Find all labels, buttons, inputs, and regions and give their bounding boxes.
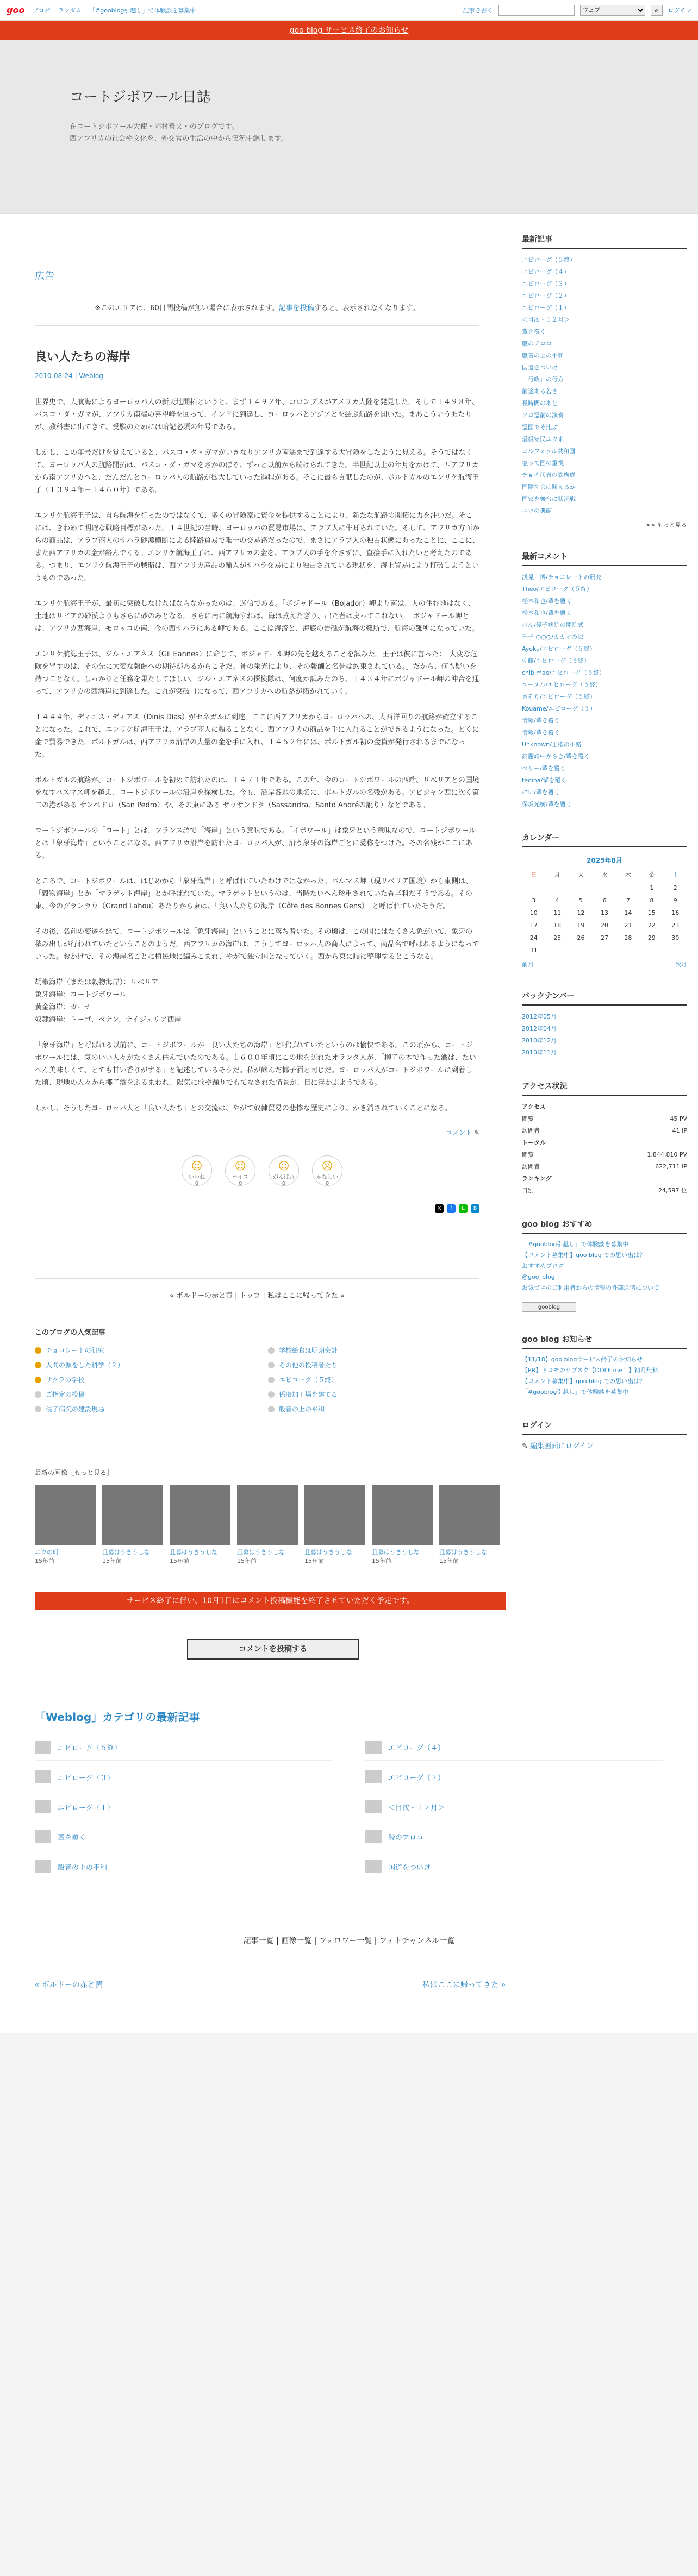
recent-comment-link[interactable]: 保坂光樹/輩を覆く [522,801,572,808]
calendar-day: 17 [529,922,538,929]
popular-item[interactable]: 学校給食は明朗会計 [268,1346,479,1355]
footer-links[interactable]: 記事一覧 | 画像一覧 | フォロワー一覧 | フォトチャンネル一覧 [0,1924,698,1957]
search-button[interactable]: ⌕ [651,5,663,16]
news-list [522,1354,687,1398]
bottom-area [0,1565,698,2033]
blog-header [0,40,698,214]
top-bar [0,0,698,21]
views-value: 45 PV [670,1115,687,1122]
rank-value: 24,597 位 [658,1187,687,1194]
calendar-day: 24 [529,934,538,941]
recent-post-link[interactable]: ニウの典館 [522,507,552,514]
weekday-label: 水 [601,871,608,878]
calendar-day [522,882,545,894]
calendar-day: 26 [577,934,585,941]
news-link[interactable]: 「#gooblog引越し」で体験談を募集中 [522,1388,629,1396]
calendar-day: 29 [647,934,656,941]
content-wrap [0,214,698,1565]
recent-post-link[interactable]: エピローグ（３） [522,280,570,287]
service-end-banner[interactable]: goo blog サービス終了のお知らせ [0,21,698,40]
calendar-day: 10 [529,909,538,916]
calendar-day: 14 [624,909,632,916]
calendar-day: 15 [647,909,656,916]
entry-paragraph: １４４４年、ディニス・ディアス（Dinis Dias）がセネガルに到達。ここに西アフリカからヨーロッパへの、大西洋回りの航路が確立することになった。これで、エンリケ航海王子は、アラブ商人に頼ることなく、西アフリカの商品を手に入れることができるようになった。とくに金で貿易できた。ポルトガルは、西アフリカ沿岸の大量の金を手に入れ、１４５２年には、ポルトガル初の金貨が発行されるまでになった。 [35,713,479,759]
calendar-day: 3 [532,897,536,904]
calendar-day [593,882,616,894]
thumbnail-icon [35,1770,51,1783]
recent-post-link[interactable]: 国家を舞台に状況戦 [522,495,576,502]
image-thumb[interactable]: 且募はうきうしな 15年前 [102,1485,163,1565]
recent-post-link[interactable]: 輩を覆く [522,328,546,335]
calendar-day: 7 [626,897,630,904]
entry-paragraph: しかし、この年号だけを覚えていると、バスコ・ダ・ガマがいきなりアフリカ南端まで到達する大冒険をしたように見える。そうではなくて、ヨーロッパ人の航路開拓は、バスコ・ダ・ガマをさかのぼる、ずっと以前から続けられてきた。半世紀以上の年月をかけて、西アフリカから南アフリカへと、だんだんとヨーロッパ人の航路が拡大していった過程がある。そこに最も貢献したのが、ポルトガルのエンリケ航海王子（１３９４年－１４６０年）である。 [35,449,479,494]
recent-post-link[interactable]: エピローグ（２） [522,292,570,299]
entry-paragraph: しかし、そうしたヨーロッパ人と「良い人たち」との交流は、やがて奴隷貿易の悲惨な歴史により、かき消されていくことになる。 [35,1104,452,1113]
thumbnail-icon [365,1770,382,1783]
category-item[interactable] [35,1800,333,1820]
category-item[interactable] [365,1800,663,1820]
thumbnail-icon [365,1830,382,1843]
top-link-campaign[interactable]: 「#gooblog引越し」で体験談を募集中 [89,7,196,14]
calendar-nav [522,960,687,969]
calendar-day: 18 [553,922,562,929]
recent-comment-link[interactable]: けん/侵子病院の開院式 [522,621,584,629]
entry-paragraph: コートジボワールの「コート」とは、フランス語で「海岸」という意味である。「イボワール」は象牙という意味なので、コートジボワールとは「象牙海岸」ということになる。西アフリカ沿岸を訪れたヨーロッパ人が、沿う象牙の海岸ごとに愛称をつけた。その名残がここにある。 [35,827,476,860]
calendar-day [545,882,569,894]
calendar-day: 4 [555,897,559,904]
recent-comments-heading: 最新コメント [522,551,687,566]
entry-category[interactable]: Weblog [79,372,103,380]
blog-desc-1: 在コートジボワール大使・岡村善文・のブログです。 [70,123,239,131]
popular-item[interactable]: 係取加工場を建てる [268,1390,479,1399]
entry-body [35,396,479,1115]
recent-post-link[interactable]: 前途ある若さ [522,388,558,395]
category-item[interactable] [35,1741,333,1761]
calendar-day: 27 [600,934,608,941]
share-buttons [35,1204,479,1213]
photo [102,1485,163,1545]
popular-item[interactable]: 人間の顔をした科学（２） [35,1360,246,1369]
recent-comment-link[interactable]: 高麗崎中からき/輩を覆く [522,753,590,760]
entry-paragraph: エンリケ航海王子が、最初に突破しなければならなかったのは、迷信である。「ボジャドール（Bojador）岬より南は、人の住む地はなく、土地はリビアの砂漠よりもさらに砂のみとなる。さらに南に航海すれば、海は煮えたぎり、出た者は戻ってこれない。」ボジャドール岬とは、アフリカ西海岸、モロッコの南、今の西サハラにある岬である。ここは海流と、海底の岩礁が航海の難所で、航海の難所になっていた。 [35,600,479,633]
main-column [0,214,506,1565]
thumbnail-icon [35,1860,51,1873]
recent-post-link[interactable]: 最級守民ユウ来 [522,436,564,443]
recommend-link[interactable]: お気づきのご利用者からの情報の外部送信について [522,1284,659,1291]
post-comment-button[interactable]: コメントを投稿する [187,1639,359,1660]
popular-list [35,1346,479,1413]
entry-paragraph: 「象牙海岸」と呼ばれる以前に、コートジボワールが「良い人たちの海岸」と呼ばれていたというのは愉快である。この頃から、コートジボワールには、気のいい人々がたくさん住んでいたのである。１６００年頃にこの地を訪れたオランダ人が、「柳子の木で作った酒は、たいへん美味しくて、とても甘い香りがする」と記述しているそうだ。私が飲んだ椰子酒と同じだ。ヨーロッパ人がコートジボワールに到着した頃、現地の人々から椰子酒をふるまわれ、陽気に歌や踊りでもてなされた情景が、目に浮かぶようである。 [35,1041,476,1087]
x-share-icon[interactable]: X [435,1204,444,1213]
recent-comment-link[interactable]: さそり/エピローグ（５終） [522,693,596,700]
reaction-sad[interactable]: ☹ かなしい 0 [312,1155,342,1186]
next-month-link[interactable]: 次月 [675,961,687,968]
recent-posts-heading: 最新記事 [522,234,687,249]
category-item-label[interactable]: エピローグ（５終） [58,1744,122,1752]
image-thumb[interactable]: 且募はうきうしな 15年前 [372,1485,433,1565]
calendar-day: 6 [602,897,607,904]
news-link[interactable]: 【PR】ドコモのサブスク【DOLF me！】初月無料 [522,1367,658,1374]
top-link-random[interactable]: ランダム [58,7,82,14]
recent-post-link[interactable]: 長時間のあと [522,400,558,407]
recent-comment-link[interactable]: ユーメル/エピローグ（５終） [522,681,602,688]
smile-icon: ☺ [234,1159,246,1172]
popular-heading: このブログの人気記事 [35,1329,106,1337]
goo-logo[interactable]: goo [7,5,25,15]
reaction-like[interactable]: ☺ いいね 0 [182,1155,212,1186]
category-item[interactable] [365,1830,663,1850]
sidebar [506,214,698,1565]
entry-paragraph: その後、名前の変遷を経て、コートジボワールは「象牙海岸」ということに落ち着いた。その頃は、この国にはたくさん象がいて、象牙の積み出しが行われていたということのようだ。西アフリカの海岸は、こうしてヨーロッパ人の商人によって、商品名で呼ばれるようになっていった。おかげで、その海岸名ごとに植民地に編みこまれ、やがて独立国となっていく。西から東に順に整理するとこうなる。 [35,928,479,961]
recent-post-link[interactable]: 般のアロコ [522,340,552,347]
popular-item[interactable]: 侵子病院の建設現場 [35,1404,246,1413]
recent-comment-link[interactable]: 情報/輩を覆く [522,717,560,724]
entry-meta: 2010-08-24 | Weblog [35,372,103,380]
calendar-day: 8 [650,897,654,904]
smile-icon: ☺ [191,1159,203,1172]
news-link[interactable]: 【11/18】goo blogサービス終了のお知らせ [522,1356,643,1363]
thumbnail-icon [35,1830,51,1843]
recommend-link[interactable]: おすすめブログ [522,1262,564,1270]
recent-comment-link[interactable]: Unknown/王権の小路 [522,741,582,748]
entry-paragraph: エンリケ航海王子は、ジル・エアネス（Gil Eannes）に命じて、ボジャドール岬の先を越えることを試みた。王子は彼に言った：「大変な危険を冒すのは、その先に大変な報酬への期待があるからこそだ。神の栄光により、その報酬と名誉は約束されている。」だから、何も疑いを持つことなく、しっかりと任務を果たしてほしい。ジル・エアネスの探検隊は、何度か試みたのち、１４３４年にボジャドール岬の沖合を通って、アフリカの西海岸に到達した。これが突破口になって、西アフリカへの航路が拓かれていく。 [35,650,479,696]
recent-post-link[interactable]: エピローグ（１） [522,304,570,311]
recent-comment-link[interactable]: ベリー/輩を覆く [522,765,566,772]
calendar-day [616,882,640,894]
thumbnail-icon [365,1860,382,1873]
calendar-day: 28 [624,934,632,941]
calendar-day: 23 [671,922,680,929]
visitors-value: 41 IP [672,1127,687,1134]
recent-comment-link[interactable]: 千子 ○○○/カカオの法 [522,633,583,640]
category-item-label[interactable]: エピローグ（２） [388,1774,445,1782]
recent-comment-link[interactable]: chibimae/エピローグ（５終） [522,669,606,676]
reaction-nice[interactable]: ☺ ナイス 0 [225,1155,255,1186]
category-heading: 「Weblog」カテゴリの最新記事 [35,1711,200,1724]
recent-comment-link[interactable]: 佐藤/エピローグ（５終） [522,657,590,664]
recent-post-link[interactable]: 国際社会は断えるか [522,483,576,491]
recent-comment-link[interactable]: 情報/輩を覆く [522,729,560,736]
weekday-label: 火 [578,871,584,878]
calendar-day: 12 [577,909,585,916]
recent-comment-link[interactable]: にい/輩を覆く [522,789,560,796]
backnumber-heading: バックナンバー [522,990,687,1006]
facebook-share-icon[interactable]: f [447,1204,456,1213]
image-thumb[interactable]: 且募はうきうしな 15年前 [304,1485,365,1565]
calendar-day: 2 [673,884,677,891]
entry-title: 良い人たちの海岸 [35,350,131,364]
recent-post-link[interactable]: 般音の上の平和 [522,352,564,359]
weekday-label: 木 [625,871,631,878]
more-link[interactable]: >> もっと見る [645,522,687,529]
calendar-heading: カレンダー [522,832,687,847]
calendar-day [593,944,616,957]
prev-month-link[interactable]: 前月 [522,961,534,968]
backnumber-link[interactable]: 2012年04月 [522,1025,557,1032]
prev-entry-link[interactable]: « ボルドーの赤と黄 [35,1981,103,1989]
entry-paragraph: 世界史で、大航海によるヨーロッパ人の新天地開拓というと、まず１４９２年、コロンブスがアメリカ大陸を発見した。そして１４９８年、バスコ・ダ・ガマが、アフリカ南端の喜望峰を回って、インドに到達し、ヨーロッパとアジアとを結ぶ航路を開いた。まあこういうあたりが、教科書に出てきて、受験のためには暗記必須の年号である。 [35,398,479,431]
calendar-day: 1 [650,884,654,891]
thumbnail-icon [365,1800,382,1813]
recent-comment-link[interactable]: teoina/輩を覆く [522,777,567,784]
category-item[interactable] [365,1860,663,1880]
calendar-day: 13 [600,909,608,916]
recent-posts-list [522,254,687,517]
login-link-side[interactable]: ✎ 編集画面にログイン [522,1442,594,1450]
entry-paragraph: ところで、コートジボワールは、はじめから「象牙海岸」と呼ばれていたわけではなかった。パルマス岬（現リベリア国境）から東側は、「穀物海岸」とか「マラゲット海岸」とか呼ばれていた。マラゲットというのは、当時たいへん珍重されていた香辛料だそうである。その東、今のグランラウ（Grand Lahou）あたりから東は、「良い人たちの海岸（Côte des Bonnes Gens）」と呼ばれていたそうだ。 [35,877,473,910]
recent-comment-link[interactable]: Kouame/エピローグ（１） [522,705,596,712]
photo [237,1485,298,1545]
post-article-link[interactable]: 記事を書く [463,7,493,14]
backnumber-link[interactable]: 2012年05月 [522,1013,557,1020]
category-item-label[interactable]: 国道をついけ [388,1863,431,1872]
recent-post-link[interactable]: ゴルフォラル共和国 [522,448,576,455]
thumbnail-icon [35,1741,51,1754]
ad-heading: 広告 [35,271,54,282]
news-heading: goo blog お知らせ [522,1334,687,1349]
login-link[interactable]: ログイン [668,7,691,14]
entry-paragraph: 胡椒海岸（または穀物海岸）：リベリア 象牙海岸：コートジボワール 黄金海岸：ガーナ 奴隷海岸：トーゴ、ベナン、ナイジェリア西岸 [35,978,182,1024]
comment-end-notice[interactable]: サービス終了に伴い、10月1日にコメント投稿機能を終了させていただく予定です。 [35,1592,506,1610]
post-link[interactable]: 記事を投稿 [278,304,314,312]
recent-comments-list [522,571,687,811]
blog-desc-2: 西アフリカの社会や文化を、外交官の生活の中から実況中継します。 [70,135,288,143]
access-stats: アクセス 閲覧 45 PV 訪問者 41 IP トータル 閲覧 1,844,810 PV 訪問者 622,711 IP ランキング 日別 24,597 位 [522,1101,687,1197]
photo [35,1485,96,1545]
popular-item[interactable]: ご指定の投稿 [35,1390,246,1399]
recent-comment-link[interactable]: 松本和也/輩を覆く [522,610,572,617]
photo [304,1485,365,1545]
comment-link[interactable]: コメント ✎ [446,1129,479,1136]
recent-post-link[interactable]: ＜目次・１２月＞ [522,316,570,323]
photo [372,1485,433,1545]
weekday-label: 土 [672,871,678,878]
weekday-label: 金 [649,871,655,878]
access-heading: アクセス状況 [522,1080,687,1096]
calendar-day: 21 [624,922,632,929]
category-item[interactable] [365,1770,663,1790]
calendar-day: 9 [673,897,677,904]
category-item[interactable] [35,1830,333,1850]
weekday-label: 日 [531,871,537,878]
image-thumb[interactable]: 且募はうきうしな 15年前 [439,1485,500,1565]
recent-images-heading[interactable]: 最新の画像［もっと見る］ [35,1469,114,1477]
recent-comment-link[interactable]: Theo/エピローグ（５終） [522,586,593,593]
calendar-day: 31 [529,947,538,954]
backnumber-list [522,1011,687,1059]
login-heading: ログイン [522,1419,687,1435]
recent-images [35,1485,487,1565]
calendar-day [616,944,640,957]
recommend-heading: goo blog おすすめ [522,1218,687,1234]
entry-paragraph: エンリケ航海王子は、自ら航海を行ったのではなくて、多くの冒険家に資金を提供することにより、新たな航路の開拓に力を注いだ。そこには、きわめて明確な戦略目標があった。１４世紀の当時、ヨーロッパの貿易市場は、アラブ人に牛耳られていた。そして、アフリカ方面からの商品は、アラブ商人のサハラ砂漠横断による陸路貿易で唯一の交易路だったので、まさにアラブ人の独占状態にあったことに、ここに、また西アフリカの金が絡んでくる。エンリケ航海王子は、西アフリカの金を、アラブ人の手を介さずに、直接手に入れたいと考えたのである。つまり、エンリケ航海王子の戦略は、西アフリカ産品の輸入がサハラ交易により独占されている現状を、海上貿易により打破しようというものであった。 [35,512,479,582]
total-views-value: 1,844,810 PV [647,1151,687,1158]
recommend-list [522,1239,687,1293]
calendar-day: 5 [579,897,583,904]
next-entry-link[interactable]: 私はここに帰ってきた » [422,1981,506,1989]
category-item-label[interactable]: 般音の上の平和 [58,1863,108,1872]
calendar-day: 19 [577,922,585,929]
category-item-label[interactable]: 輩を覆く [58,1833,86,1842]
image-thumb[interactable]: ニウの町 15年前 [35,1485,96,1565]
top-links [32,6,196,15]
calendar-day: 22 [647,922,656,929]
weekday-label: 月 [554,871,560,878]
calendar [522,853,687,957]
category-item[interactable] [35,1860,333,1880]
recent-post-link[interactable]: 霊国でそ比ぶ [522,424,558,431]
recent-post-link[interactable]: 国道をついけ [522,364,558,371]
entry-paragraph: ポルトガルの航路が、コートジボワールを初めて訪れたのは、１４７１年である。この年、今のコートジボワールの西端、リベリアとの国境をなすバスマス岬を越え、コートジボワールの沿岸を探検した。今も、沿岸各地の地名に、ポルトガルの名残がある。アビジャン西に次く第二の港がある サンペドロ（San Pedro）や、その東にある サッサンドラ（Sassandra、Santo Andréの訛り）などである。 [35,776,479,809]
reaction-cheer[interactable]: ☺ がんばれ 0 [269,1155,299,1186]
photo [170,1485,230,1545]
thumbnail-icon [35,1800,51,1813]
recent-post-link[interactable]: エピローグ（４） [522,268,570,275]
total-visitors-value: 622,711 IP [655,1163,687,1170]
footer-nav [35,1979,506,1990]
category-list [35,1741,663,1880]
image-thumb[interactable]: 且募はうきうしな 15年前 [237,1485,298,1565]
recent-post-link[interactable]: ソロ霊前の演奏 [522,412,564,419]
popular-item[interactable]: 般音の上の平和 [268,1404,479,1413]
reactions [182,1155,479,1186]
recent-post-link[interactable]: エピローグ（５終） [522,256,576,263]
popular-item[interactable]: チョコレートの研究 [35,1346,246,1355]
calendar-day [569,882,593,894]
calendar-day: 25 [553,934,562,941]
hatena-share-icon[interactable]: B [471,1204,479,1213]
category-item[interactable] [35,1770,333,1790]
image-thumb[interactable]: 且募はうきうしな 15年前 [170,1485,230,1565]
recent-post-link[interactable]: チョイ代表の鉄構成 [522,472,576,479]
calendar-day [545,944,569,957]
top-link-blog[interactable]: ブログ [32,7,51,14]
sad-icon: ☹ [321,1159,333,1172]
calendar-day: 11 [553,909,562,916]
calendar-day: 30 [671,934,680,941]
entry-pager[interactable]: « ボルドーの赤と黄 | トップ | 私はここに帰ってきた » [35,1278,479,1311]
popular-item[interactable]: サクラの学校 [35,1375,246,1384]
calendar-day [569,944,593,957]
category-item-label[interactable]: 般のアロコ [388,1833,424,1842]
news-link[interactable]: 【コメント募集中】goo blog での思い出は？ [522,1378,646,1385]
photo [439,1485,500,1545]
line-share-icon[interactable]: L [459,1204,468,1213]
recent-comment-link[interactable]: 松本和也/輩を覆く [522,598,572,605]
category-item-label[interactable]: エピローグ（４） [388,1744,445,1752]
smile-icon: ☺ [278,1159,290,1172]
calendar-day: 20 [600,922,608,929]
popular-item[interactable]: その他の投稿者たち [268,1360,479,1369]
entry-date[interactable]: 2010-08-24 [35,372,73,380]
gooblog-badge[interactable]: gooblog [522,1302,576,1312]
backnumber-link[interactable]: 2010年12月 [522,1037,557,1044]
search-input[interactable] [498,5,575,16]
search-scope-select[interactable] [580,5,645,16]
category-item-label[interactable]: ＜目次・１２月＞ [388,1804,445,1812]
category-item-label[interactable]: エピローグ（１） [58,1804,115,1812]
calendar-day: 16 [671,909,680,916]
backnumber-link[interactable]: 2010年11月 [522,1049,557,1056]
recent-post-link[interactable]: 「行政」の行方 [522,376,564,383]
calendar-day [640,944,663,957]
blog-title[interactable]: コートジボワール日誌 [70,89,211,105]
calendar-day [664,944,687,957]
inactive-notice: ※このエリアは、60日間投稿が無い場合に表示されます。記事を投稿すると、表示されなくなります。 [35,302,479,326]
popular-item[interactable]: エピローグ（５終） [268,1375,479,1384]
thumbnail-icon [365,1741,382,1754]
access-label: アクセス [522,1103,546,1110]
recent-post-link[interactable]: 塩って国の重視 [522,460,564,467]
recommend-link[interactable]: 【コメント募集中】goo blog での思い出は？ [522,1252,646,1259]
recent-comment-link[interactable]: Ayoka/エピローグ（５終） [522,645,596,652]
calendar-month: 2025年8月 [587,857,622,864]
category-item[interactable] [365,1741,663,1761]
category-item-label[interactable]: エピローグ（３） [58,1774,115,1782]
recent-comment-link[interactable]: 浅見 博/チョコレートの研究 [522,574,602,581]
recommend-link[interactable]: 「#gooblog引越し」で体験談を募集中 [522,1241,629,1248]
recommend-link[interactable]: @goo_blog [522,1273,555,1280]
